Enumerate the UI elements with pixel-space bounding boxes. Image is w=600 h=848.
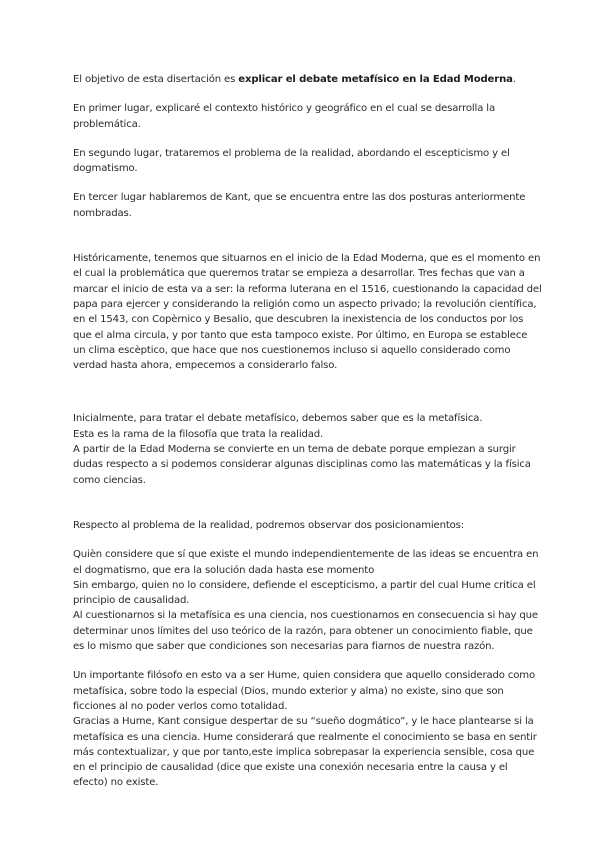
intro-paragraph (73, 72, 542, 87)
line-reason-limits: Al cuestionarnos si la metafísica es una ciencia, nos cuestionamos en consecuencia si hay que determinar unos límites del uso teórico de la razón, para obtener un conocimiento fiable, que es lo mismo que saber que condiciones son necesarias para fiarnos de nuestra razón. (73, 610, 538, 653)
line-skepticism: Sin embargo, quien no lo considere, defiende el escepticismo, a partir del cual Hume critica el principio de causalidad. (73, 579, 536, 607)
line-metaphysics-3: A partir de la Edad Moderna se convierte en un tema de debate porque empiezan a surgir dudas respecto a si podemos considerar algunas disciplinas como las matemáticas y la física como ciencias. (73, 444, 531, 486)
intro-bold-thesis: explicar el debate metafísico en la Edad Moderna (238, 74, 513, 85)
section-hume-kant (73, 668, 542, 790)
paragraph-second-point: En segundo lugar, trataremos el problema de la realidad, abordando el escepticismo y el dogmatismo. (73, 147, 510, 175)
paragraph-historical-context: Históricamente, tenemos que situarnos en el inicio de la Edad Moderna, que es el momento en el cual la problemática que queremos tratar se empieza a desarrollar. Tres fechas que van a marcar el inicio de esta va a ser: la reforma luterana en el 1516, cuestionando la capacidad del papa para ejercer y considerando la religión como un aspecto privado; la revolución científica, en el 1543, con Copèrnico y Besalio, que descubren la inexistencia de los conductos por los que el alma circula, y por tanto que esta tampoco existe. Por último, en Europa se establece un clima escèptico, que hace que nos cuestionemos incluso si aquello considerado como verdad hasta ahora, empecemos a considerarlo falso. (73, 253, 542, 372)
line-dogmatism: Quièn considere que sí que existe el mundo independientemente de las ideas se encuentra en el dogmatismo, que era la solución dada hasta ese momento (73, 549, 539, 576)
paragraph-third-point: En tercer lugar hablaremos de Kant, que se encuentra entre las dos posturas anteriormente nombradas. (73, 192, 526, 219)
line-hume: Un importante filósofo en esto va a ser Hume, quien considera que aquello considerado como metafísica, sobre todo la especial (Dios, mundo exterior y alma) no existe, sino que son ficciones al no poder verlos como totalidad. (73, 670, 536, 712)
section-metaphysics-definition (73, 411, 542, 487)
line-metaphysics-2: Esta es la rama de la filosofía que trata la realidad. (73, 428, 324, 440)
paragraph-first-point: En primer lugar, explicaré el contexto histórico y geográfico en el cual se desarrolla la problemática. (73, 103, 495, 130)
line-kant: Gracias a Hume, Kant consigue despertar de su “sueño dogmático”, y le hace plantearse si la metafísica es una ciencia. Hume considerará que realmente el conocimiento se basa en sentir más contextualizar, y que por tanto,este implica sobrepasar la experiencia sensible, cosa que en el principio de causalidad (dice que existe una conexión necesaria entre la causa y el efecto) no existe. (73, 716, 537, 789)
section-positions (73, 547, 542, 654)
intro-end: . (512, 74, 516, 85)
line-metaphysics-1: Inicialmente, para tratar el debate metafísico, debemos saber que es la metafísica. (73, 413, 483, 425)
paragraph-reality-problem: Respecto al problema de la realidad, podremos observar dos posicionamientos: (73, 519, 465, 531)
intro-lead: El objetivo de esta disertación es (73, 74, 239, 85)
